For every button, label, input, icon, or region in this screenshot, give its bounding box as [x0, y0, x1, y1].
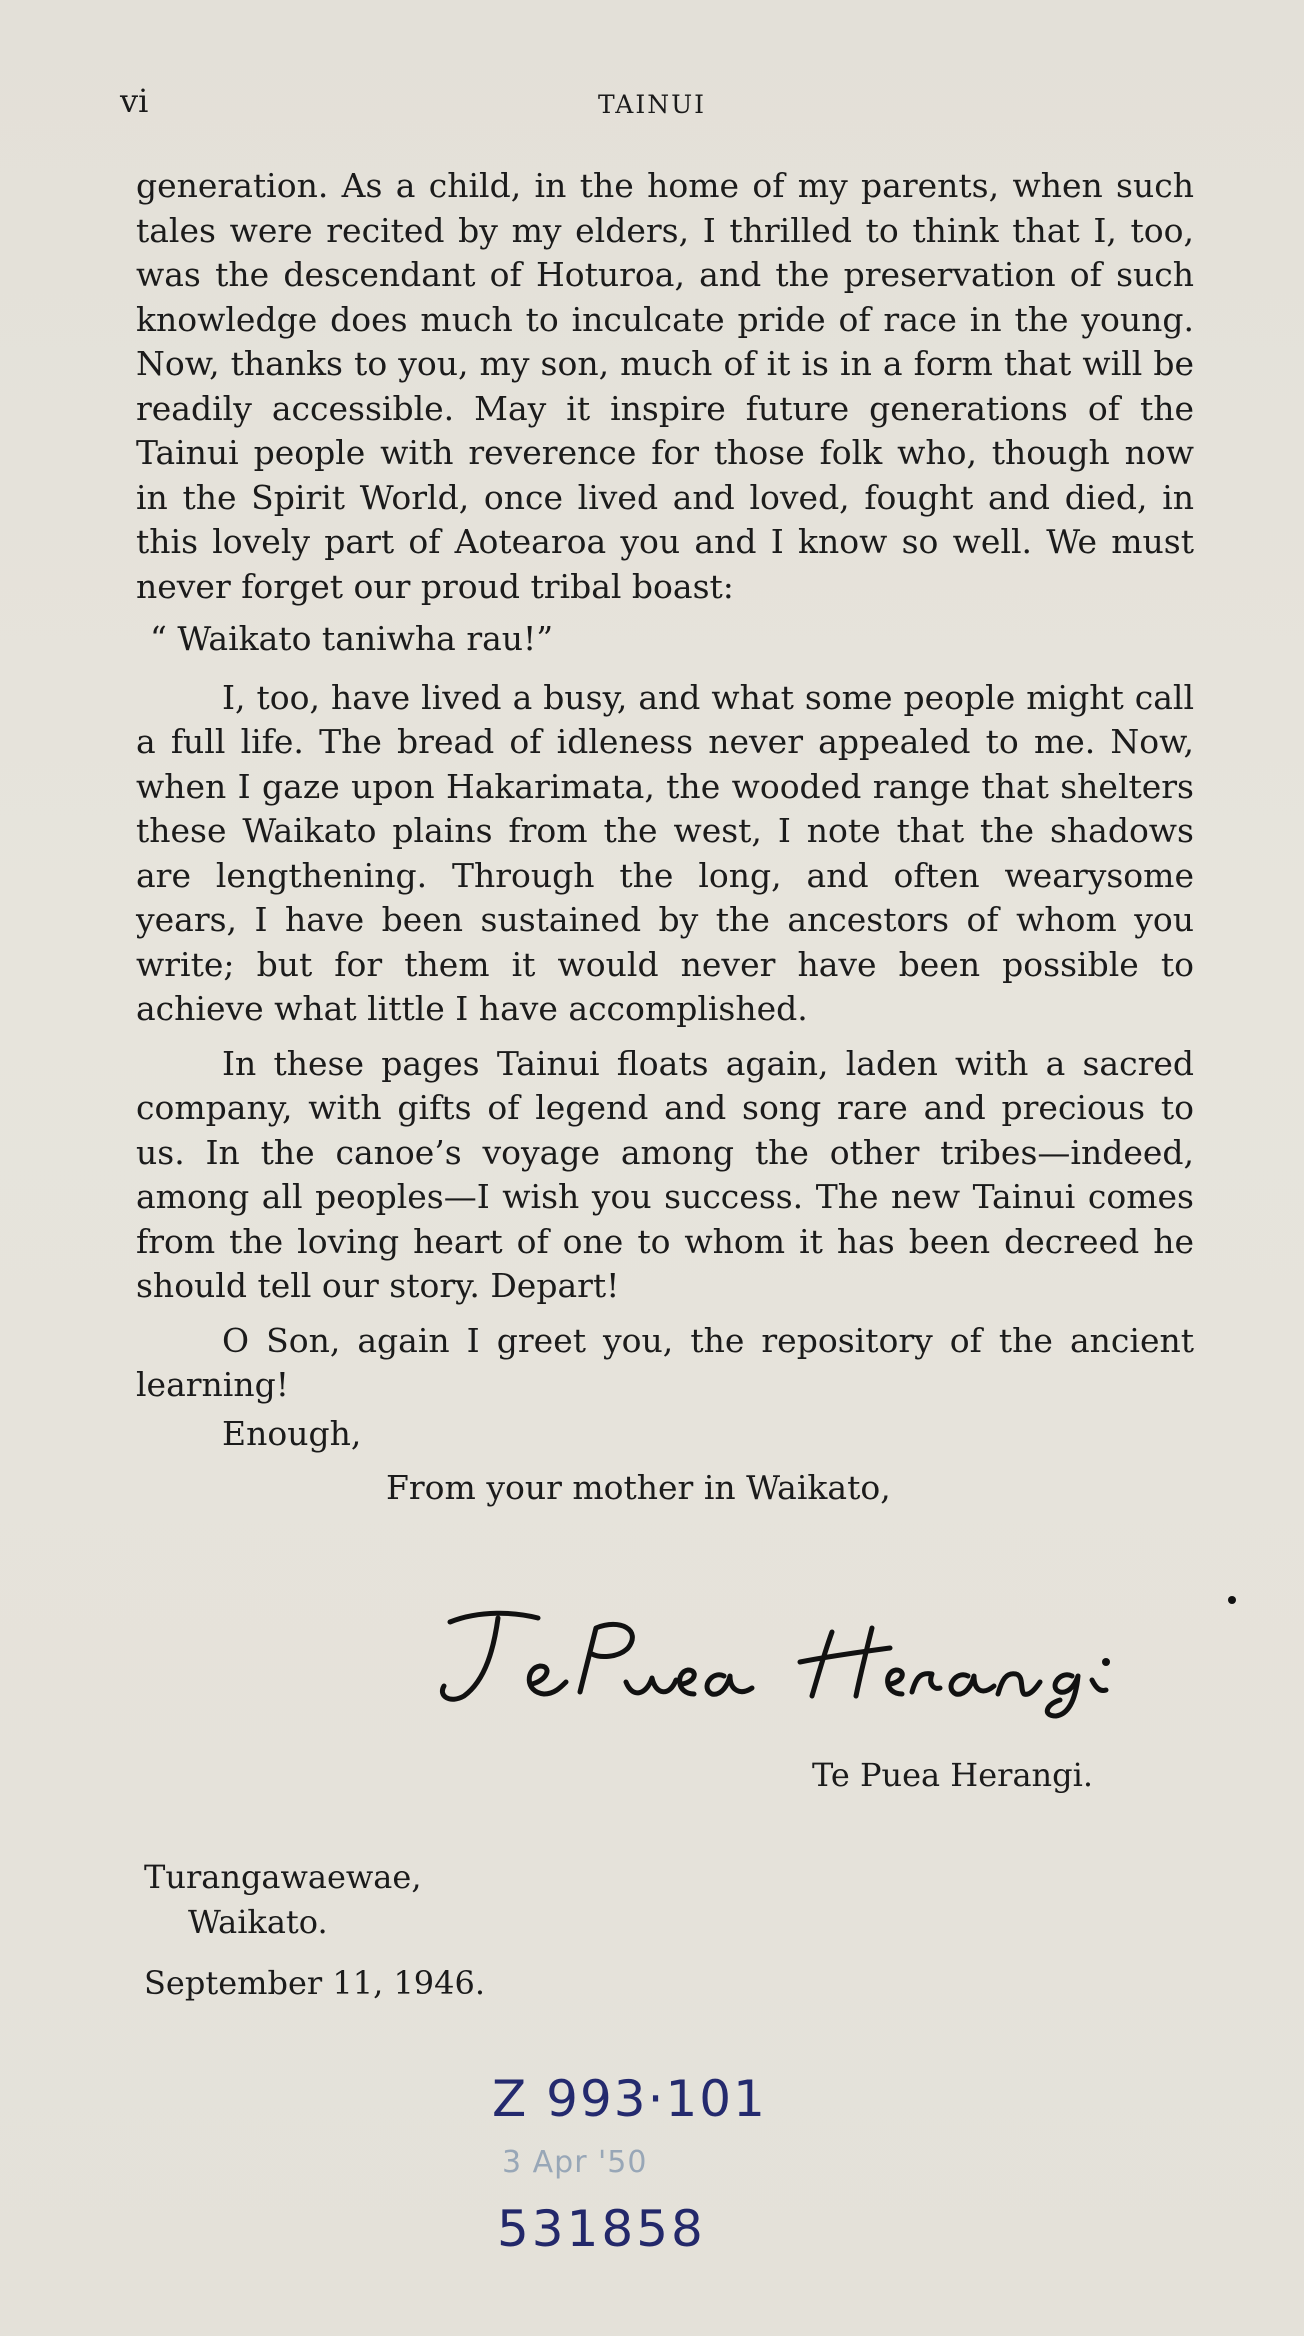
- paragraph-3: In these pages Tainui floats again, laden with a sacred company, with gifts of legend and song rare and precious to us. In the canoe’s voyage among the other tribes—indeed, among all peoples—I wish you success. The new Tainui comes from the loving heart of one to whom it has been decreed he should tell our story. Depart!: [136, 1043, 1194, 1305]
- tribal-boast-quote: “ Waikato taniwha rau!”: [150, 619, 554, 658]
- library-accession-number-stamp: 531858: [497, 2200, 706, 2258]
- page-number: vi: [120, 82, 149, 120]
- running-head: TAINUI: [597, 90, 707, 119]
- paragraph-4: O Son, again I greet you, the repository of the ancient learning!: [136, 1320, 1194, 1404]
- library-call-number-stamp: Z 993·101: [492, 2070, 767, 2128]
- letter-date: September 11, 1946.: [144, 1964, 486, 2002]
- printed-signature-name: Te Puea Herangi.: [812, 1756, 1094, 1794]
- letter-body: [136, 164, 1194, 1511]
- address-line-1: Turangawaewae,: [144, 1858, 422, 1896]
- handwritten-signature: [420, 1592, 1240, 1722]
- closing-from-line: From your mother in Waikato,: [386, 1468, 891, 1507]
- paragraph-2: I, too, have lived a busy, and what some people might call a full life. The bread of idleness never appealed to me. Now, when I gaze upon Hakarimata, the wooded range that shelters these Waikato plains from the west, I note that the shadows are lengthening. Through the long, and often wearysome years, I have been sustained by the ancestors of whom you write; but for them it would never have been possible to achieve what little I have accomplished.: [136, 677, 1194, 1028]
- address-line-2: Waikato.: [188, 1903, 328, 1941]
- library-date-stamp: 3 Apr '50: [502, 2145, 648, 2180]
- closing-enough: Enough,: [222, 1413, 362, 1453]
- paragraph-1: generation. As a child, in the home of my parents, when such tales were recited by my elders, I thrilled to think that I, too, was the descendant of Hoturoa, and the preservation of such knowledge does much to inculcate pride of race in the young. Now, thanks to you, my son, much of it is in a form that will be readily accessible. May it inspire future generations of the Tainui people with reverence for those folk who, though now in the Spirit World, once lived and loved, fought and died, in this lovely part of Aotearoa you and I know so well. We must never forget our proud tribal boast:: [136, 166, 1194, 606]
